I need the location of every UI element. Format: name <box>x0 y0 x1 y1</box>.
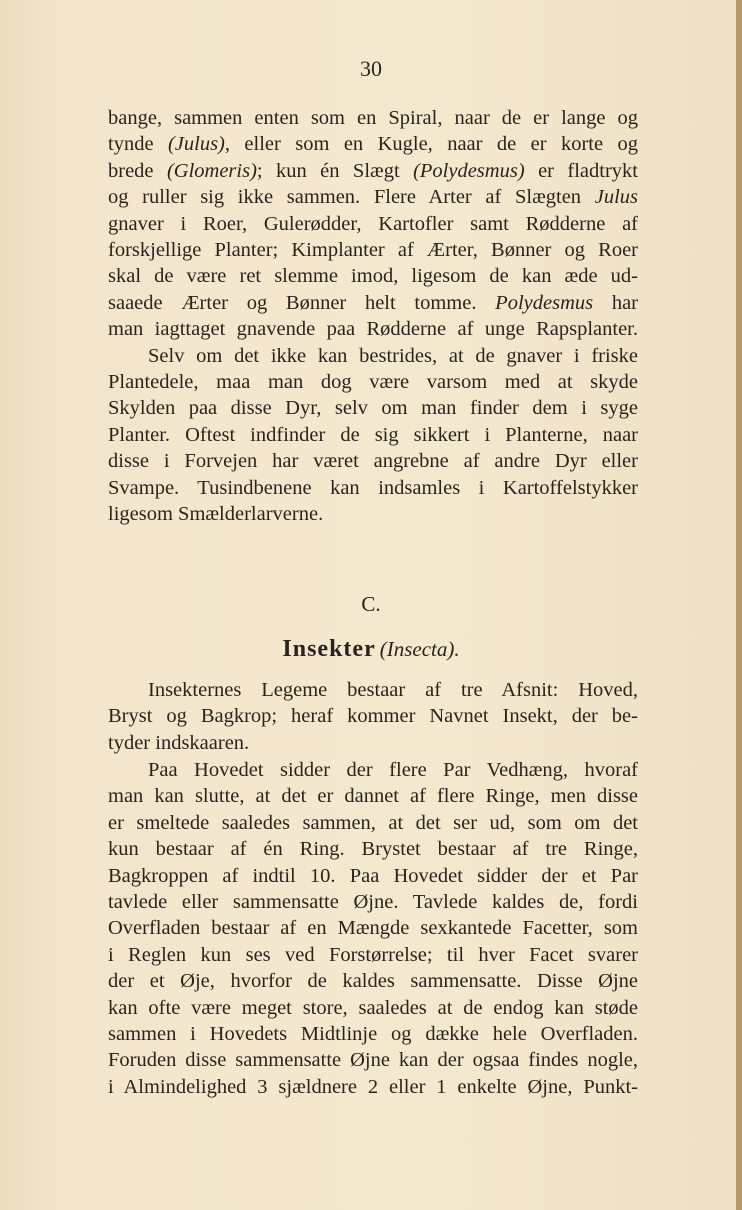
text-line: og ruller sig ikke sammen. Flere Arter af Slægten Julus <box>108 186 638 209</box>
text-line: Plantedele, maa man dog være varsom med at skyde <box>108 371 638 394</box>
text-line: sammen i Hovedets Midtlinje og dække hele Overfladen. <box>108 1023 638 1046</box>
paragraph-millipedes <box>108 105 638 528</box>
text-line: tyder indskaaren. <box>108 731 250 754</box>
text-line: i Almindelighed 3 sjældnere 2 eller 1 enkelte Øjne, Punkt- <box>108 1075 638 1098</box>
text-line: bange, sammen enten som en Spiral, naar de er lange og <box>108 107 638 129</box>
text-line: tavlede eller sammensatte Øjne. Tavlede kaldes de, fordi <box>108 891 638 914</box>
text-line: kan ofte være meget store, saaledes at de endog kan støde <box>108 996 638 1019</box>
heading-title: Insekter <box>282 636 376 662</box>
text-line: Planter. Oftest indfinder de sig sikkert i Planterne, naar <box>108 423 638 446</box>
text-line: ligesom Smælderlarverne. <box>108 503 324 526</box>
text-line: Overfladen bestaar af en Mængde sexkantede Facetter, som <box>108 917 638 940</box>
text-line: Bagkroppen af indtil 10. Paa Hovedet sidder der et Par <box>108 864 638 887</box>
text-line: man kan slutte, at det er dannet af flere Ringe, men disse <box>108 785 638 808</box>
text-line: Paa Hovedet sidder der flere Par Vedhæng, hvoraf <box>148 759 638 781</box>
text-line: kun bestaar af én Ring. Brystet bestaar af tre Ringe, <box>108 838 638 861</box>
text-line: der et Øje, hvorfor de kaldes sammensatte. Disse Øjne <box>108 970 638 993</box>
text-line: Bryst og Bagkrop; heraf kommer Navnet Insekt, der be- <box>108 705 638 728</box>
text-line: i Reglen kun ses ved Forstørrelse; til hver Facet svarer <box>108 943 638 966</box>
text-line: man iagttaget gnavende paa Rødderne af unge Rapsplanter. <box>108 318 638 341</box>
text-line: Insekternes Legeme bestaar af tre Afsnit: Hoved, <box>148 679 638 701</box>
section-heading <box>0 636 742 663</box>
paragraph-insect-head <box>108 757 638 1100</box>
text-line: Foruden disse sammensatte Øjne kan der ogsaa findes nogle, <box>108 1049 638 1072</box>
text-line: forskjellige Planter; Kimplanter af Ærter, Bønner og Roer <box>108 239 638 262</box>
page-number: 30 <box>360 56 382 81</box>
text-line: saaede Ærter og Bønner helt tomme. Polydesmus har <box>108 291 638 314</box>
text-line: gnaver i Roer, Gulerødder, Kartofler samt Rødderne af <box>108 212 638 235</box>
text-line: er smeltede saaledes sammen, at det ser ud, som om det <box>108 811 638 834</box>
text-line: Skylden paa disse Dyr, selv om man finder dem i syge <box>108 397 638 420</box>
section-letter: C. <box>361 592 381 616</box>
text-line: Svampe. Tusindbenene kan indsamles i Kartoffelstykker <box>108 476 638 499</box>
text-line: tynde (Julus), eller som en Kugle, naar de er korte og <box>108 133 638 156</box>
text-line: Selv om det ikke kan bestrides, at de gnaver i friske <box>148 344 638 367</box>
text-line: disse i Forvejen har været angrebne af andre Dyr eller <box>108 450 638 473</box>
paragraph-insect-body <box>108 677 638 756</box>
text-line: brede (Glomeris); kun én Slægt (Polydesmus) er fladtrykt <box>108 159 638 182</box>
heading-latin: (Insecta). <box>379 637 460 661</box>
text-line: skal de være ret slemme imod, ligesom de kan æde ud- <box>108 265 638 288</box>
